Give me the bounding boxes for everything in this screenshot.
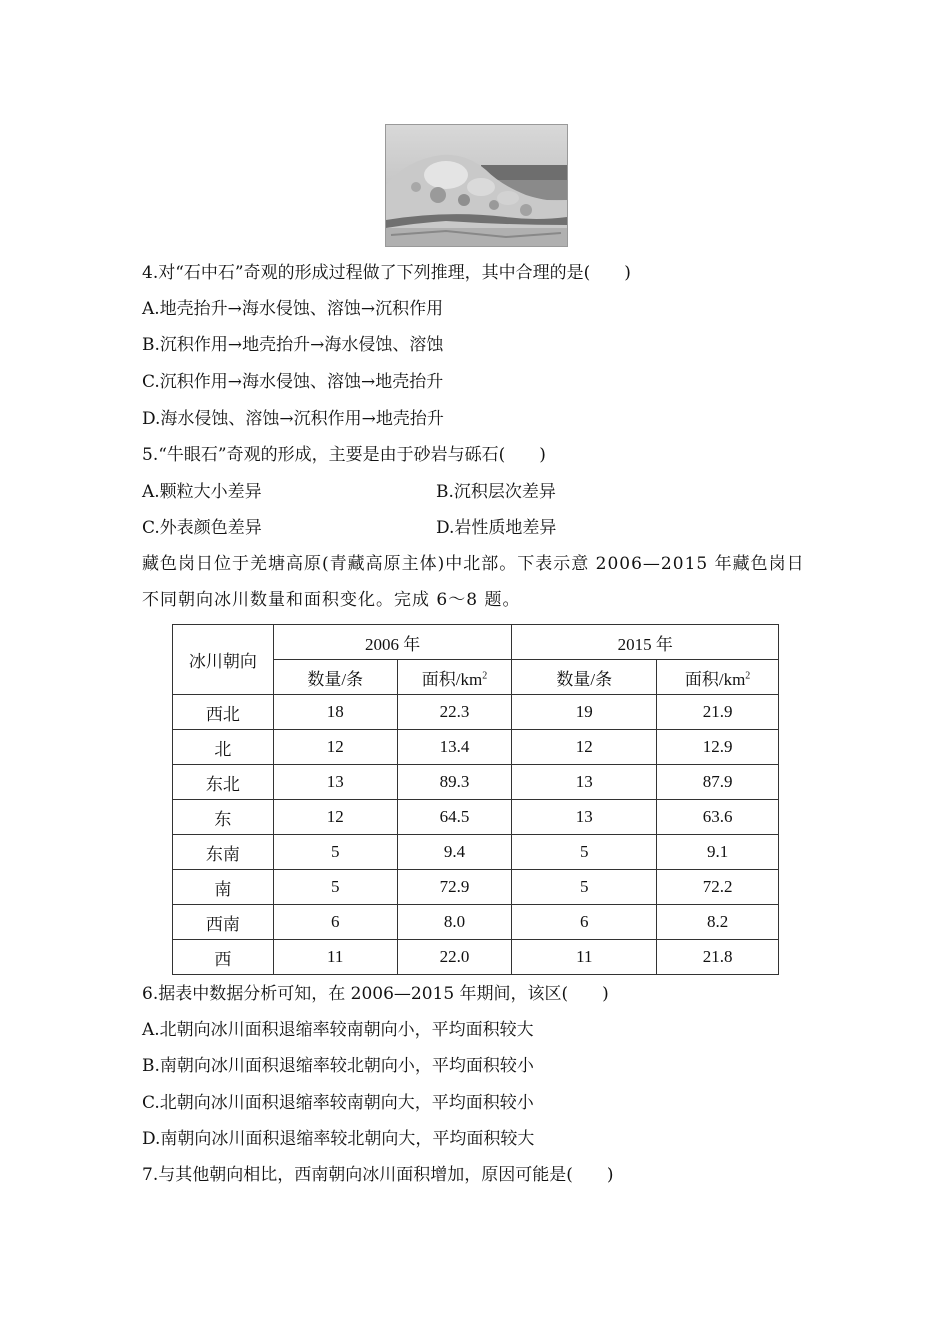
table-cell-a15: 21.8	[657, 940, 779, 975]
header-count-2015: 数量/条	[512, 660, 657, 695]
q6-option-d: D.南朝向冰川面积退缩率较北朝向大，平均面积较大	[142, 1129, 535, 1149]
table-cell-dir: 西南	[173, 905, 274, 940]
table-cell-a15: 12.9	[657, 730, 779, 765]
header-year-2015: 2015 年	[512, 625, 779, 660]
header-direction: 冰川朝向	[173, 625, 274, 695]
table-cell-c06: 6	[273, 905, 397, 940]
table-cell-a06: 72.9	[397, 870, 512, 905]
table-cell-a06: 9.4	[397, 835, 512, 870]
table-cell-dir: 西	[173, 940, 274, 975]
header-area-2015: 面积$/km^2$	[657, 660, 779, 695]
table-row	[173, 765, 779, 800]
table-cell-c06: 13	[273, 765, 397, 800]
table-cell-c06: 12	[273, 730, 397, 765]
q6-stem: 6.据表中数据分析可知，在 2006—2015 年期间，该区( )	[142, 984, 609, 1004]
q5-option-a: A.颗粒大小差异	[142, 482, 262, 502]
q5-option-b: B.沉积层次差异	[436, 482, 556, 502]
q6-option-b: B.南朝向冰川面积退缩率较北朝向小，平均面积较小	[142, 1056, 534, 1076]
table-cell-a15: 87.9	[657, 765, 779, 800]
table-row	[173, 835, 779, 870]
table-row	[173, 800, 779, 835]
table-cell-a06: 8.0	[397, 905, 512, 940]
table-row	[173, 905, 779, 940]
table-cell-c06: 11	[273, 940, 397, 975]
table-cell-c15: 6	[512, 905, 657, 940]
glacier-table	[172, 624, 779, 975]
q4-option-b: B.沉积作用→地壳抬升→海水侵蚀、溶蚀	[142, 335, 444, 355]
table-row	[173, 695, 779, 730]
q4-option-a: A.地壳抬升→海水侵蚀、溶蚀→沉积作用	[142, 299, 444, 319]
header-count-2006: 数量/条	[273, 660, 397, 695]
table-cell-c06: 18	[273, 695, 397, 730]
header-year-2006: 2006 年	[273, 625, 512, 660]
table-cell-dir: 南	[173, 870, 274, 905]
q5-stem: 5.“牛眼石”奇观的形成，主要是由于砂岩与砾石( )	[142, 445, 546, 465]
table-cell-c15: 11	[512, 940, 657, 975]
q5-option-c: C.外表颜色差异	[142, 518, 262, 538]
table-row	[173, 730, 779, 765]
table-cell-a15: 63.6	[657, 800, 779, 835]
table-row	[173, 940, 779, 975]
table-cell-c06: 12	[273, 800, 397, 835]
table-cell-a15: 72.2	[657, 870, 779, 905]
q4-option-c: C.沉积作用→海水侵蚀、溶蚀→地壳抬升	[142, 372, 444, 392]
table-cell-c15: 13	[512, 765, 657, 800]
table-cell-a15: 21.9	[657, 695, 779, 730]
table-cell-c15: 12	[512, 730, 657, 765]
table-cell-c06: 5	[273, 870, 397, 905]
table-cell-a15: 8.2	[657, 905, 779, 940]
table-cell-a06: 64.5	[397, 800, 512, 835]
header-area-2006: 面积$/km^2$	[397, 660, 512, 695]
table-cell-a06: 13.4	[397, 730, 512, 765]
table-cell-a06: 89.3	[397, 765, 512, 800]
q4-stem: 4.对“石中石”奇观的形成过程做了下列推理，其中合理的是( )	[142, 263, 631, 283]
table-cell-c15: 19	[512, 695, 657, 730]
table-cell-a15: 9.1	[657, 835, 779, 870]
table-row	[173, 870, 779, 905]
passage: 藏色岗日位于羌塘高原(青藏高原主体)中北部。下表示意 2006—2015 年藏色岗日不同朝向冰川数量和面积变化。完成 6～8 题。	[142, 554, 805, 610]
table-cell-c15: 5	[512, 870, 657, 905]
q4-option-d: D.海水侵蚀、溶蚀→沉积作用→地壳抬升	[142, 409, 444, 429]
q6-option-a: A.北朝向冰川面积退缩率较南朝向小，平均面积较大	[142, 1020, 534, 1040]
table-cell-c06: 5	[273, 835, 397, 870]
q5-option-d: D.岩性质地差异	[436, 518, 557, 538]
table-cell-a06: 22.3	[397, 695, 512, 730]
table-cell-dir: 北	[173, 730, 274, 765]
table-cell-dir: 西北	[173, 695, 274, 730]
table-cell-c15: 13	[512, 800, 657, 835]
table-cell-dir: 东南	[173, 835, 274, 870]
table-cell-dir: 东	[173, 800, 274, 835]
table-cell-dir: 东北	[173, 765, 274, 800]
table-cell-a06: 22.0	[397, 940, 512, 975]
q6-option-c: C.北朝向冰川面积退缩率较南朝向大，平均面积较小	[142, 1093, 534, 1113]
table-cell-c15: 5	[512, 835, 657, 870]
q7-stem: 7.与其他朝向相比，西南朝向冰川面积增加，原因可能是( )	[142, 1165, 614, 1185]
rock-photo	[385, 124, 568, 247]
